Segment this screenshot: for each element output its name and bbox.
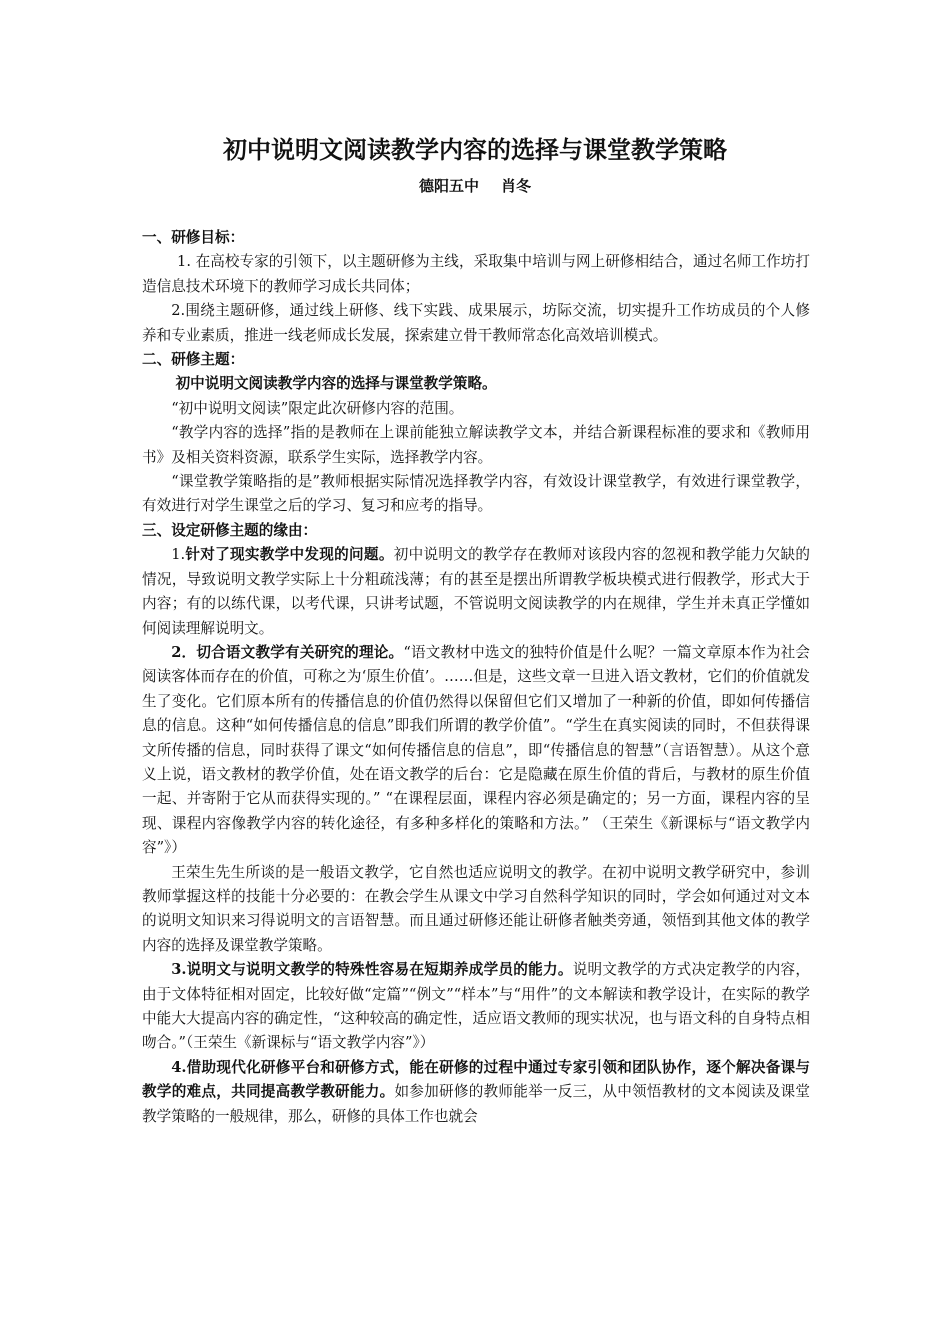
reason-2-text: “语文教材中选文的独特价值是什么呢？一篇文章原本作为社会阅读客体而存在的价值，可称之为‘原生价值’。……但是，这些文章一旦进入语文教材，它们的价值就发生了变化。它们原本所有的传播信息的价值仍然得以保留但它们又增加了一种新的价值，即如何传播信息的信息。这种“如何传播信息的信息”即我们所谓的教学价值”。“学生在真实阅读的同时，不但获得课文所传播的信息，同时获得了课文“如何传播信息的信息”，即“传播信息的智慧”（言语智慧）。从这个意义上说，语文教材的教学价值，处在语文教学的后台：它是隐藏在原生价值的背后，与教材的原生价值一起、并寄附于它从而获得实现的。” “在课程层面，课程内容必须是确定的；另一方面，课程内容的呈现、课程内容像教学内容的转化途径，有多种多样化的策略和方法。” （王荣生《新课标与“语文教学内容”》）	[142, 643, 811, 857]
reason-4-lead: 4.借助现代化研修平台和研修方式，能在研修的过程中通过专家引领和团队协作，逐个解决备课与教学的难点，共同提高教学教研能力。	[142, 1058, 810, 1101]
author-school: 德阳五中	[418, 177, 479, 195]
reason-paragraph-1	[142, 543, 810, 641]
reason-2-followup: 王荣生先生所谈的是一般语文教学，它自然也适应说明文的教学。在初中说明文教学研究中，参训教师掌握这样的技能十分必要的：在教会学生从课文中学习自然科学知识的同时，学会如何通过对文本的说明文知识来习得说明文的言语智慧。而且通过研修还能让研修者触类旁通，领悟到其他文体的教学内容的选择及课堂教学策略。	[142, 863, 810, 954]
theme-paragraph-3: “课堂教学策略指的是”教师根据实际情况选择教学内容，有效设计课堂教学，有效进行课堂教学，有效进行对学生课堂之后的学习、复习和应考的指导。	[142, 473, 810, 515]
reason-1-number: 1.	[171, 546, 186, 564]
theme-paragraph-1: “初中说明文阅读”限定此次研修内容的范围。	[171, 399, 464, 417]
document-body	[142, 226, 810, 1129]
reason-2-lead: 2．切合语文教学有关研究的理论。	[171, 643, 404, 661]
goal-paragraph-2: 2.围绕主题研修，通过线上研修、线下实践、成果展示，坊际交流，切实提升工作坊成员的个人修养和专业素质，推进一线老师成长发展，探索建立骨干教师常态化高效培训模式。	[142, 302, 810, 344]
theme-paragraph-2: “教学内容的选择”指的是教师在上课前能独立解读教学文本，并结合新课程标准的要求和《教师用书》及相关资料资源，联系学生实际，选择教学内容。	[142, 424, 810, 466]
reason-1-text: 初中说明文的教学存在教师对该段内容的忽视和教学能力欠缺的情况，导致说明文教学实际上十分粗疏浅薄；有的甚至是摆出所谓教学板块模式进行假教学，形式大于内容；有的以练代课，以考代课，只讲考试题，不管说明文阅读教学的内在规律，学生并未真正学懂如何阅读理解说明文。	[142, 546, 810, 637]
theme-topic: 初中说明文阅读教学内容的选择与课堂教学策略。	[175, 375, 497, 393]
reason-1-lead: 针对了现实教学中发现的问题。	[185, 546, 394, 564]
author-name: 肖冬	[501, 177, 532, 195]
section-heading-reasons: 三、设定研修主题的缘由：	[142, 521, 318, 539]
section-heading-theme: 二、研修主题：	[142, 351, 245, 369]
reason-4-text: 如参加研修的教师能举一反三，从中领悟教材的文本阅读及课堂教学策略的一般规律，那么，研修的具体工作也就会	[142, 1083, 810, 1125]
document-title: 初中说明文阅读教学内容的选择与课堂教学策略	[223, 136, 727, 164]
section-heading-goals: 一、研修目标：	[142, 229, 245, 246]
author-line	[0, 175, 950, 197]
reason-3-text: 说明文教学的方式决定教学的内容，由于文体特征相对固定，比较好做“定篇”“例文”“样本”与“用件”的文本解读和教学设计，在实际的教学中能大大提高内容的确定性，“这种较高的确定性，适应语文教师的现实状况，也与语文科的自身特点相吻合。”（王荣生《新课标与“语文教学内容”》）	[142, 961, 810, 1052]
goal-paragraph-1: 1. 在高校专家的引领下，以主题研修为主线，采取集中培训与网上研修相结合，通过名师工作坊打造信息技术环境下的教师学习成长共同体；	[142, 253, 810, 295]
reason-paragraph-2	[142, 641, 810, 861]
reason-paragraph-3	[142, 958, 810, 1056]
reason-3-lead: 3.说明文与说明文教学的特殊性容易在短期养成学员的能力。	[171, 961, 573, 979]
reason-paragraph-4	[142, 1056, 810, 1129]
